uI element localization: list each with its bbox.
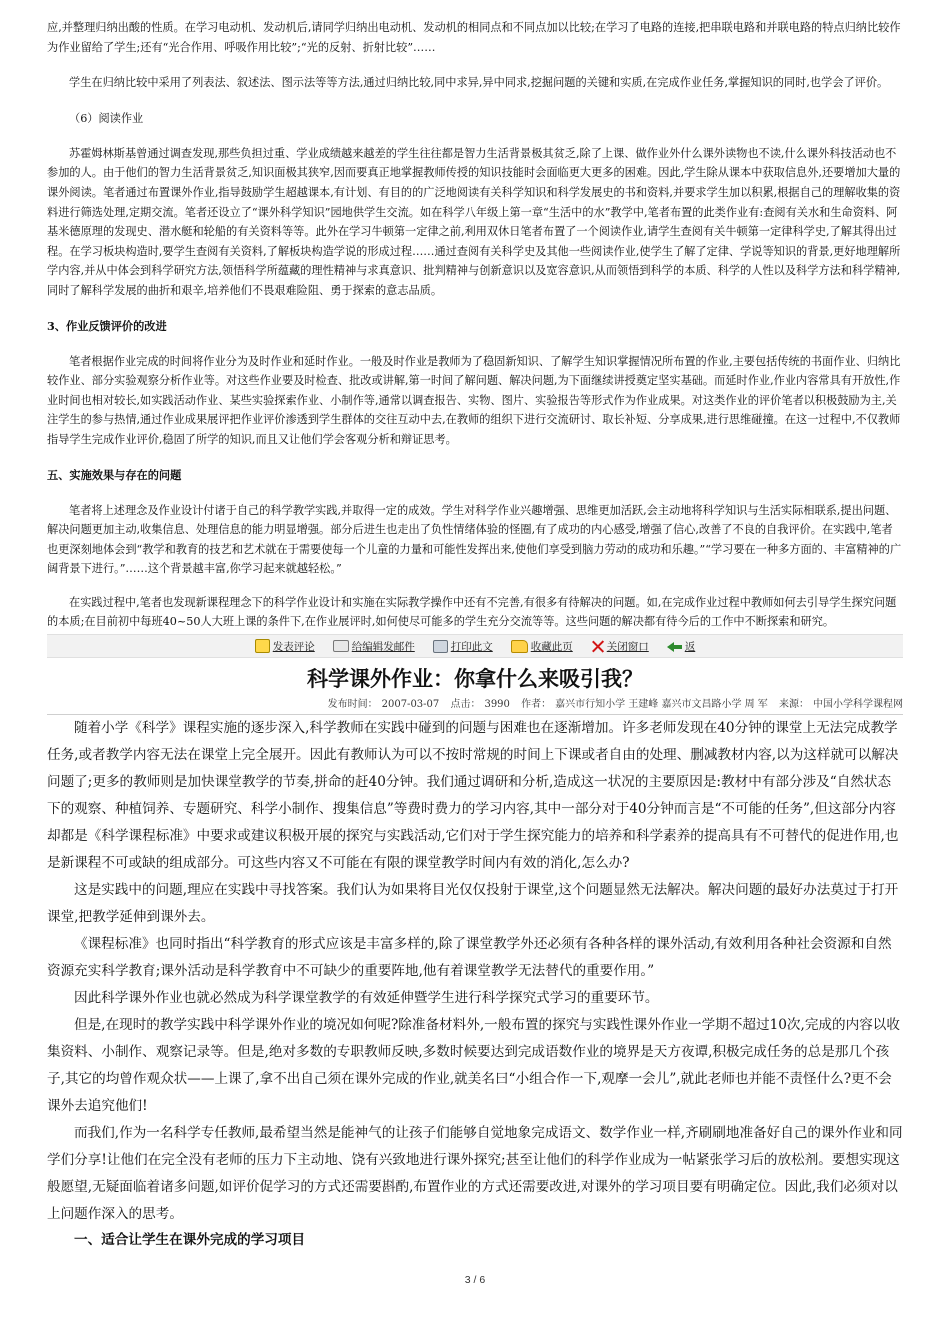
back-label: 返 <box>684 640 696 653</box>
section-subheading: （6）阅读作业 <box>69 111 144 125</box>
section-heading: 五、实施效果与存在的问题 <box>47 467 182 482</box>
favorite-button[interactable] <box>511 639 573 654</box>
paragraph: 应,并整理归纳出酸的性质。在学习电动机、发动机后,请同学归纳出电动机、发动机的相同点和不同点加以比较;在学习了电路的连接,把串联电路和并联电路的特点归纳比较作为作业留给了学生;还有“光合作用、呼吸作用比较”;“光的反射、折射比较”…… <box>47 21 901 54</box>
section-heading: 一、适合让学生在课外完成的学习项目 <box>74 1232 306 1249</box>
print-label: 打印此文 <box>450 640 493 653</box>
paragraph: 笔者根据作业完成的时间将作业分为及时作业和延时作业。一般及时作业是教师为了稳固新知识、了解学生知识掌握情况所布置的作业,主要包括传统的书面作业、归纳比较作业、部分实验观察分析作业等。对这些作业要及时检查、批改或讲解,第一时间了解问题、解决问题,为下面继续讲授奠定坚实基础。而延时作业,作业内容常具有开放性,作业时间也相对较长,如实践活动作业、某些实验探索作业、小制作等,通常以调查报告、实物、图片、实验报告等形式作为作业成果。对这类作业的评价笔者以积极鼓励为主,关注学生的参与热情,通过作业成果展评把作业评价渗透到学生群体的交往互动中去,在教师的组织下进行交流研讨、取长补短、分享成果,进行思维碰撞。在这一过程中,不仅教师指导学生完成作业评价,稳固了所学的知识,而且又让他们学会客观分析和辩证思考。 <box>47 354 901 446</box>
meta-hits-label: 点击： <box>450 699 481 711</box>
paragraph: 在实践过程中,笔者也发现新课程理念下的科学作业设计和实施在实际教学操作中还有不完善,有很多有待解决的问题。如,在完成作业过程中教师如何去引导学生探究问题的本质;在目前初中每班40~50人大班上课的条件下,在作业展评时,如何使尽可能多的学生充分交流等等。这些问题的解决都有待今后的工作中不断探索和研究。 <box>47 595 897 629</box>
meta-source <box>775 699 903 710</box>
meta-time-value: 2007-03-07 <box>381 699 440 711</box>
print-button[interactable] <box>433 639 493 654</box>
mail-editor-button[interactable] <box>333 639 415 654</box>
paragraph: 随着小学《科学》课程实施的逐步深入,科学教师在实践中碰到的问题与困难也在逐渐增加。许多老师发现在40分钟的课堂上无法完成教学任务,或者教学内容无法在课堂上完全展开。因此有教师认为可以不按时常规的时间上下课或者自由的处理、删减教材内容,以为这样就可以解决问题了;更多的教师则是加快课堂教学的节奏,拼命的赶40分钟。我们通过调研和分析,造成这一状况的主要原因是:教材中有部分涉及“自然状态下的观察、种植饲养、专题研究、科学小制作、搜集信息”等费时费力的学习内容,其中一部分对于40分钟而言是“不可能的任务”,但这部分内容却都是《科学课程标准》中要求或建议积极开展的探究与实践活动,它们对于学生探究能力的培养和科学素养的提高具有不可替代的促进作用,也是新课程不可或缺的组成部分。可这些内容又不可能在有限的课堂教学时间内有效的消化,怎么办? <box>47 720 899 872</box>
paragraph: 但是,在现时的教学实践中科学课外作业的境况如何呢?除准备材料外,一般布置的探究与实践性课外作业一学期不超过10次,完成的内容以收集资料、小制作、观察记录等。但是,绝对多数的专职教师反映,多数时候要达到完成语数作业的境界是天方夜谭,积极完成任务的总是那几个孩子,其它的均曾作观众状——上课了,拿不出自己须在课外完成的作业,就美名曰“小组合作一下,观摩一会儿”,就此老师也并能不责怪什么?更不会课外去追究他们! <box>47 1017 900 1115</box>
meta-author <box>517 699 768 710</box>
meta-author-value: 嘉兴市行知小学 王建峰 嘉兴市文昌路小学 周 军 <box>555 699 768 711</box>
close-window-button[interactable] <box>591 639 649 654</box>
mail-icon <box>333 640 349 652</box>
document-page <box>47 18 903 1253</box>
page-number: 3 / 6 <box>464 1274 486 1286</box>
meta-hits <box>446 699 509 710</box>
meta-author-label: 作者： <box>521 699 552 711</box>
back-button[interactable] <box>667 639 696 654</box>
article-toolbar <box>47 634 903 658</box>
comment-label: 发表评论 <box>272 640 315 653</box>
meta-time-label: 发布时间： <box>327 699 378 711</box>
comment-icon <box>255 639 270 653</box>
paragraph: 苏霍姆林斯基曾通过调查发现,那些负担过重、学业成绩越来越差的学生往往都是智力生活背景极其贫乏,除了上课、做作业外什么课外读物也不读,什么课外科技活动也不参加的人。由于他们的智力生活背景贫乏,知识面极其狭窄,因而要真正地掌握教师传授的知识技能时会面临更大更多的困难。因此,学生除从课本中获取信息外,还要增加大量的课外阅读。笔者通过布置课外作业,指导鼓励学生超越课本,有计划、有目的的广泛地阅读有关科学知识和科学发展史的书和资料,并要求学生加以积累,根据自己的理解收集的资料进行筛选处理,定期交流。笔者还设立了“课外科学知识”园地供学生交流。如在科学八年级上第一章“生活中的水”教学中,笔者布置的此类作业有:查阅有关水和生命资料、阿基米德原理的发现史、潜水艇和轮船的有关资料等等。此外在学习牛顿第一定律之前,利用双休日笔者布置了一个阅读作业,请学生查阅有关牛顿第一定律科学史,了解其得出过程。在学习板块构造时,要学生查阅有关资料,了解板块构造学说的形成过程……通过查阅有关科学史及其他一些阅读作业,使学生了解了定律、学说等知识的背景,更好地理解所学内容,并从中体会到科学研究方法,领悟科学所蕴藏的理性精神与求真意识、批判精神与创新意识以及宽容意识,从而领悟到科学的本质、科学的人性以及科学方法和科学精神,同时了解科学发展的曲折和艰辛,培养他们不畏艰难险阻、勇于探索的意志品质。 <box>47 146 901 297</box>
section-heading: 3、作业反馈评价的改进 <box>47 318 167 333</box>
paragraph: 笔者将上述理念及作业设计付诸于自己的科学教学实践,并取得一定的成效。学生对科学作业兴趣增强、思维更加活跃,会主动地将科学知识与生活实际相联系,提出问题、解决问题更加主动,收集信息、处理信息的能力明显增强。部分后进生也走出了负性情绪体验的怪圈,有了成功的内心感受,增强了信心,改善了不良的自我评价。在实践中,笔者也更深刻地体会到“教学和教育的技艺和艺术就在于需要使每一个儿童的力量和可能性发挥出来,使他们享受到脑力劳动的成功和乐趣。”“学习要在一种多方面的、丰富精神的广阔背景下进行。”……这个背景越丰富,你学习起来就越轻松。” <box>47 503 902 576</box>
close-label: 关闭窗口 <box>606 640 649 653</box>
folder-icon <box>511 640 528 653</box>
paragraph: 学生在归纳比较中采用了列表法、叙述法、图示法等等方法,通过归纳比较,同中求异,异中同求,挖掘问题的关键和实质,在完成作业任务,掌握知识的同时,也学会了评价。 <box>69 76 889 90</box>
paragraph: 因此科学课外作业也就必然成为科学课堂教学的有效延伸暨学生进行科学探究式学习的重要环节。 <box>74 990 659 1007</box>
mail-label: 给编辑发邮件 <box>351 640 415 653</box>
paragraph: 而我们,作为一名科学专任教师,最希望当然是能神气的让孩子们能够自觉地象完成语文、数学作业一样,齐刷刷地准备好自己的课外作业和同学们分享!让他们在完全没有老师的压力下主动地、饶有兴致地进行课外探究;甚至让他们的科学作业成为一帖紧张学习后的放松剂。要想实现这般愿望,无疑面临着诸多问题,如评价促学习的方式还需要斟酌,布置作业的方式还需要改进,对课外的学习项目要有明确定位。因此,我们必须对以上问题作深入的思考。 <box>47 1125 903 1223</box>
article-title: 科学课外作业：你拿什么来吸引我？ <box>307 667 643 692</box>
back-arrow-icon <box>667 641 682 652</box>
paragraph: 这是实践中的问题,理应在实践中寻找答案。我们认为如果将目光仅仅投射于课堂,这个问题显然无法解决。解决问题的最好办法莫过于打开课堂,把教学延伸到课外去。 <box>47 882 899 926</box>
meta-source-label: 来源： <box>779 699 809 711</box>
meta-time <box>324 699 440 710</box>
paragraph: 《课程标准》也同时指出“科学教育的形式应该是丰富多样的,除了课堂教学外还必须有各种各样的课外活动,有效利用各种社会资源和自然资源充实科学教育;课外活动是科学教育中不可缺少的重要阵地,他有着课堂教学无法替代的重要作用。” <box>47 936 892 980</box>
meta-source-value: 中国小学科学课程网 <box>813 699 903 711</box>
article-meta <box>47 698 903 715</box>
printer-icon <box>433 640 448 653</box>
comment-button[interactable] <box>255 639 315 654</box>
meta-hits-value: 3990 <box>484 699 510 711</box>
close-icon <box>591 640 604 653</box>
favorite-label: 收藏此页 <box>530 640 573 653</box>
